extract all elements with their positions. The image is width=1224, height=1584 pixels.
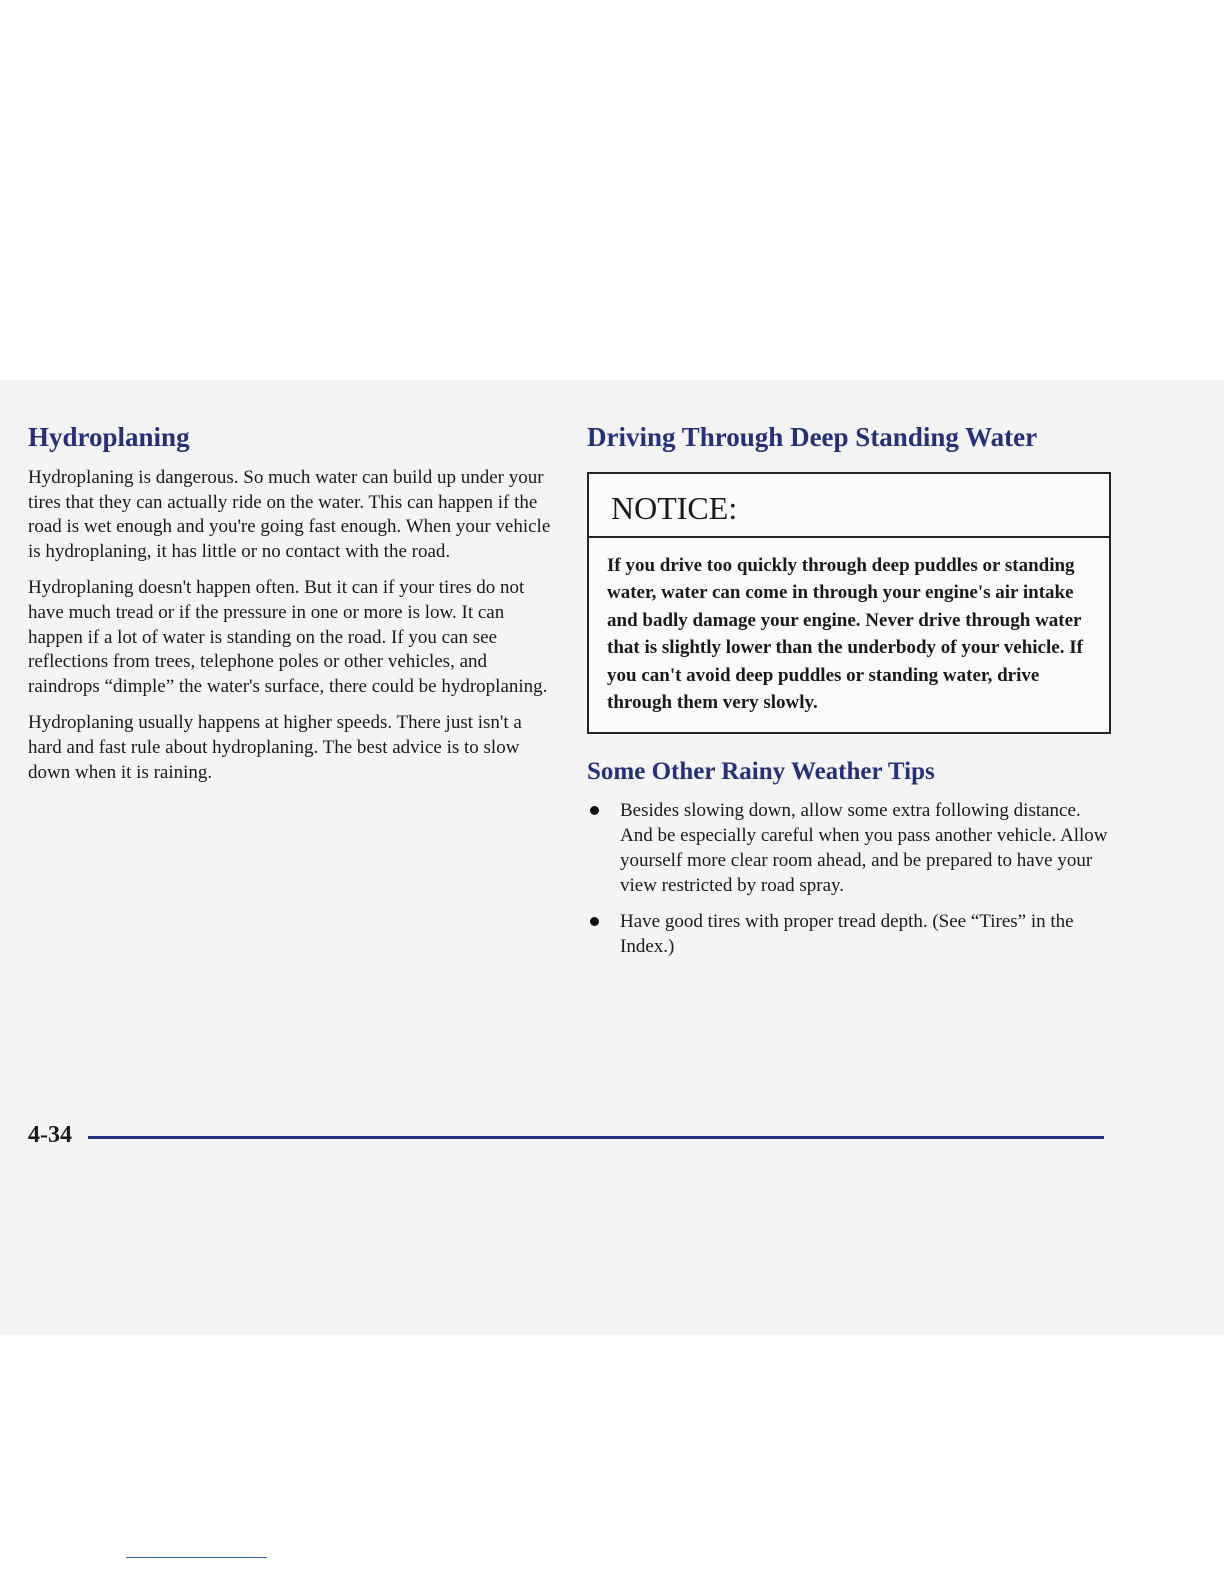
deep-water-section xyxy=(587,420,1112,970)
rainy-tips-list xyxy=(587,798,1112,959)
hydroplaning-heading: Hydroplaning xyxy=(28,422,190,452)
bullet-icon xyxy=(590,917,599,926)
bottom-divider xyxy=(126,1557,267,1558)
hydroplaning-section xyxy=(28,420,553,785)
tip-text: Have good tires with proper tread depth. (See “Tires” in the Index.) xyxy=(620,911,1074,958)
notice-text: If you drive too quickly through deep puddles or standing water, water can come in through your engine's air intake and badly damage your engine. Never drive through water that is slightly lower than the underbody of your vehicle. If you can't avoid deep puddles or standing water, drive through them very slowly. xyxy=(607,555,1083,714)
notice-title: NOTICE: xyxy=(589,474,1109,538)
page-number: 4-34 xyxy=(28,1122,72,1148)
hydroplaning-paragraph-1: Hydroplaning is dangerous. So much water can build up under your tires that they can actually ride on the water. This can happen if the road is wet enough and you're going fast enough. When your vehicle is hydroplaning, it has little or no contact with the road. xyxy=(28,467,551,562)
list-item xyxy=(587,909,1112,959)
notice-box xyxy=(587,472,1111,734)
bullet-icon xyxy=(590,806,599,815)
hydroplaning-paragraph-2: Hydroplaning doesn't happen often. But it can if your tires do not have much tread or if the pressure in one or more is low. It can happen if a lot of water is standing on the road. If you can see reflections from trees, telephone poles or other vehicles, and raindrops “dimple” the water's surface, there could be hydroplaning. xyxy=(28,577,548,697)
rainy-tips-heading: Some Other Rainy Weather Tips xyxy=(587,758,935,786)
tip-text: Besides slowing down, allow some extra following distance. And be especially careful when you pass another vehicle. Allow yourself more clear room ahead, and be prepared to have your view restricted by road spray. xyxy=(620,800,1108,897)
footer-divider xyxy=(88,1136,1104,1139)
deep-water-heading: Driving Through Deep Standing Water xyxy=(587,422,1038,452)
list-item xyxy=(587,798,1112,898)
hydroplaning-paragraph-3: Hydroplaning usually happens at higher speeds. There just isn't a hard and fast rule about hydroplaning. The best advice is to slow down when it is raining. xyxy=(28,712,522,783)
